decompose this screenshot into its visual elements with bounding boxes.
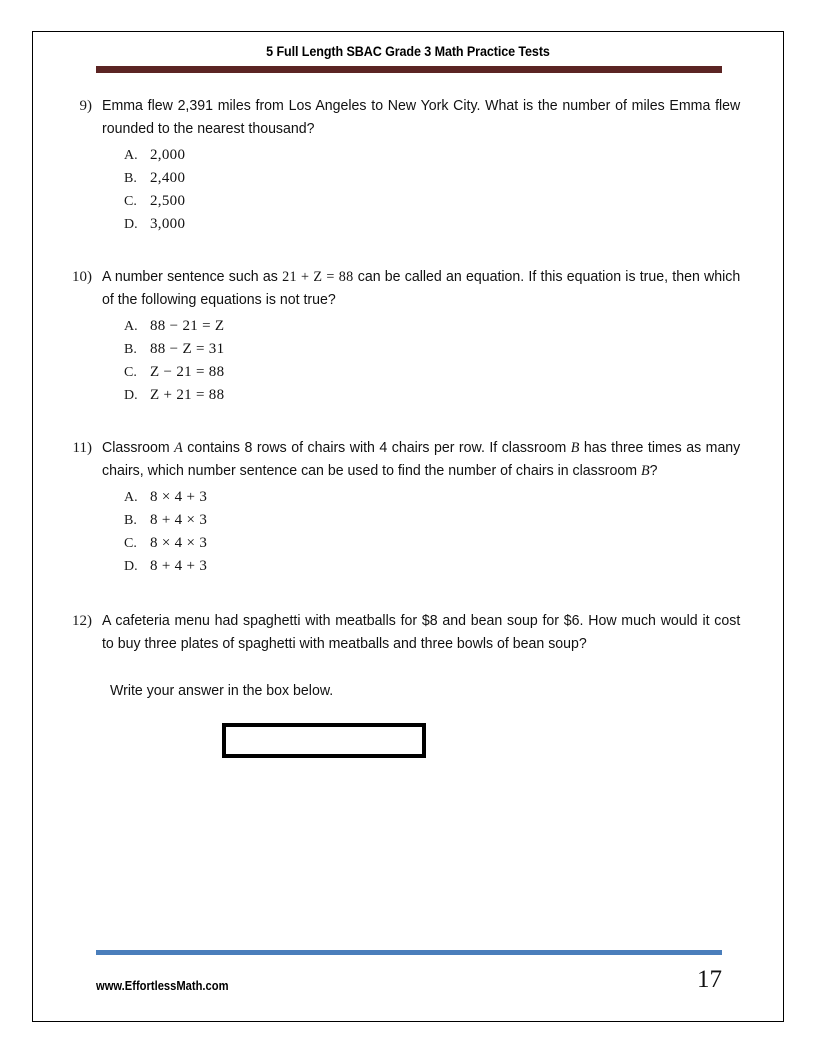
question-number: 10) — [72, 269, 92, 285]
stem-variable: B — [641, 463, 650, 479]
question-stem — [102, 437, 740, 483]
stem-text-part: has three times as many chairs, which number sentence can be used to find the number of chairs in classroom — [102, 440, 741, 479]
option-d[interactable] — [124, 384, 760, 407]
page-number: 17 — [697, 966, 722, 993]
stem-variable: B — [570, 440, 580, 456]
question-9 — [62, 95, 760, 236]
question-body — [102, 610, 760, 758]
option-a[interactable] — [124, 144, 760, 167]
option-text: 2,400 — [150, 170, 186, 186]
footer-row — [96, 967, 722, 993]
option-d[interactable] — [124, 213, 760, 236]
stem-text-part: Classroom — [102, 440, 175, 456]
option-letter: B. — [124, 342, 137, 357]
option-text: 8 + 4 + 3 — [150, 558, 208, 574]
question-body — [102, 266, 760, 407]
question-11 — [62, 437, 760, 578]
option-c[interactable] — [124, 190, 760, 213]
page-footer — [96, 950, 722, 993]
page-header — [56, 44, 760, 73]
question-number: 9) — [79, 98, 92, 114]
footer-website-url[interactable]: www.EffortlessMath.com — [96, 978, 229, 993]
option-text: 2,500 — [150, 193, 186, 209]
question-stem: A cafeteria menu had spaghetti with meatballs for $8 and bean soup for $6. How much would it cost to buy three plates of spaghetti with meatballs and three bowls of bean soup? — [102, 613, 741, 652]
answer-options — [124, 315, 760, 407]
stem-text-part: can be called an equation. If this equation is true, then which of the following equations is not true? — [102, 269, 741, 308]
option-letter: D. — [124, 388, 138, 403]
answer-options — [124, 486, 760, 578]
answer-options — [124, 144, 760, 236]
question-body — [102, 437, 760, 578]
answer-input-box[interactable] — [222, 723, 426, 758]
option-text: 2,000 — [150, 147, 186, 163]
option-letter: C. — [124, 194, 137, 209]
stem-text-part: contains 8 rows of chairs with 4 chairs per row. If classroom — [182, 440, 571, 456]
option-c[interactable] — [124, 361, 760, 384]
question-body — [102, 95, 760, 236]
write-answer-instruction: Write your answer in the box below. — [110, 683, 334, 699]
option-text: 8 × 4 × 3 — [150, 535, 208, 551]
page-content — [56, 40, 760, 758]
option-a[interactable] — [124, 486, 760, 509]
option-b[interactable] — [124, 509, 760, 532]
option-letter: C. — [124, 536, 137, 551]
option-letter: D. — [124, 217, 138, 232]
question-number: 12) — [72, 613, 92, 629]
document-title: 5 Full Length SBAC Grade 3 Math Practice Tests — [266, 44, 550, 59]
option-b[interactable] — [124, 338, 760, 361]
option-text: 3,000 — [150, 216, 186, 232]
option-text: Z − 21 = 88 — [150, 364, 225, 380]
option-letter: A. — [124, 148, 138, 163]
question-number: 11) — [72, 440, 92, 456]
question-10 — [62, 266, 760, 407]
option-d[interactable] — [124, 555, 760, 578]
option-letter: D. — [124, 559, 138, 574]
footer-divider-rule — [96, 950, 722, 955]
option-letter: C. — [124, 365, 137, 380]
header-divider-rule — [96, 66, 722, 73]
question-12 — [62, 610, 760, 758]
option-c[interactable] — [124, 532, 760, 555]
option-text: Z + 21 = 88 — [150, 387, 225, 403]
option-letter: A. — [124, 490, 138, 505]
option-b[interactable] — [124, 167, 760, 190]
question-stem — [102, 266, 740, 312]
option-letter: B. — [124, 171, 137, 186]
option-text: 8 × 4 + 3 — [150, 489, 208, 505]
stem-math-expression: 21 + Z = 88 — [282, 269, 354, 285]
option-text: 88 − Z = 31 — [150, 341, 225, 357]
stem-text-part: ? — [649, 463, 658, 479]
option-text: 88 − 21 = Z — [150, 318, 225, 334]
option-text: 8 + 4 × 3 — [150, 512, 208, 528]
option-a[interactable] — [124, 315, 760, 338]
stem-variable: A — [174, 440, 183, 456]
stem-text-part: A number sentence such as — [102, 269, 283, 285]
question-stem: Emma flew 2,391 miles from Los Angeles to New York City. What is the number of miles Emma flew rounded to the nearest thousand? — [102, 98, 741, 137]
option-letter: A. — [124, 319, 138, 334]
option-letter: B. — [124, 513, 137, 528]
